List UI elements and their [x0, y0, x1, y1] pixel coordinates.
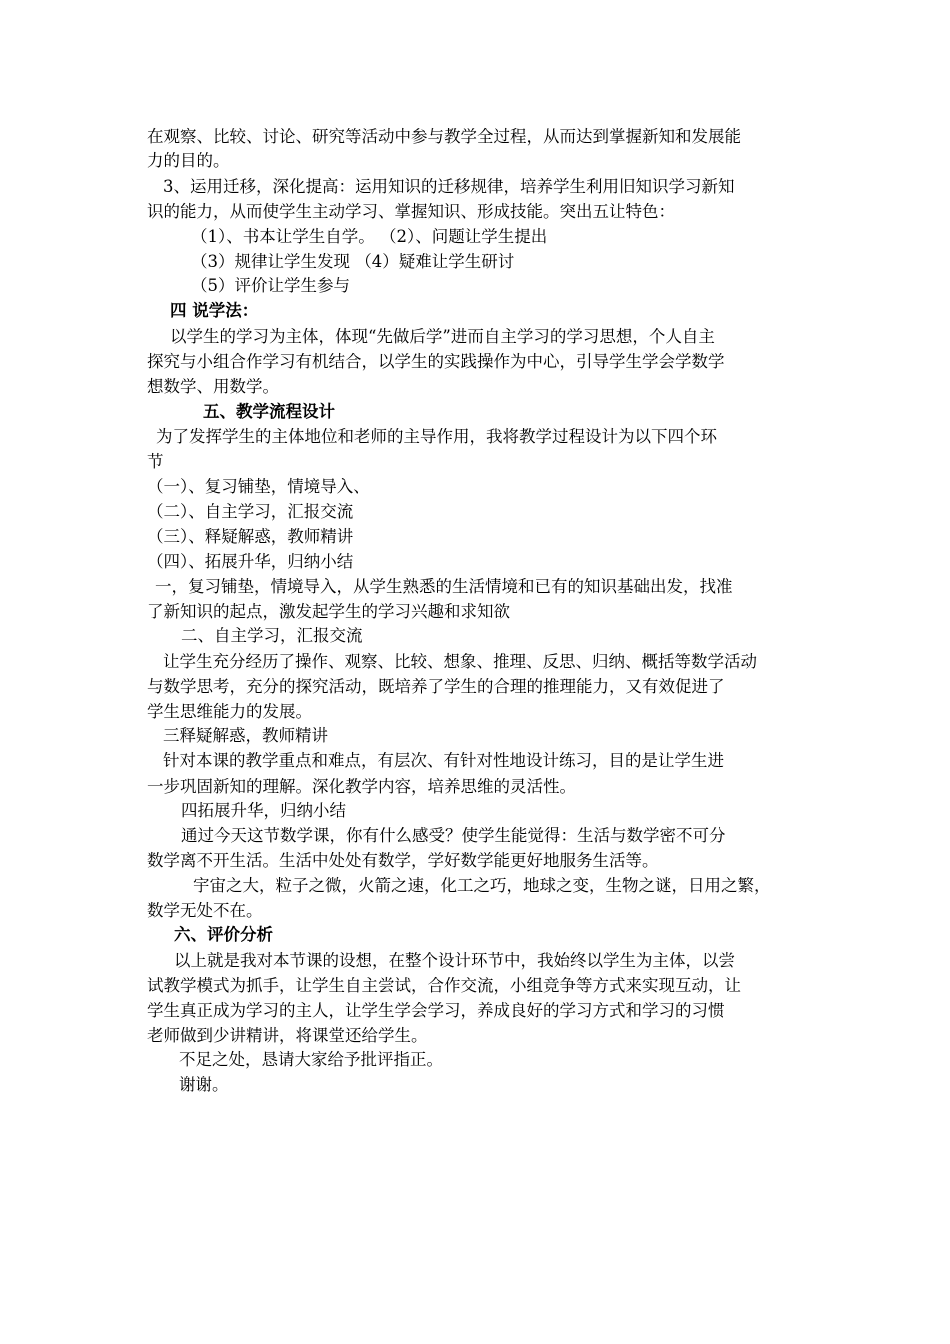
list-item: （二）、自主学习，汇报交流: [147, 502, 354, 521]
paragraph-line: 通过今天这节数学课，你有什么感受？使学生能觉得：生活与数学密不可分: [181, 826, 726, 845]
list-item: （一）、复习铺垫，情境导入、: [147, 477, 370, 496]
paragraph-line: 宇宙之大，粒子之微，火箭之速，化工之巧，地球之变，生物之谜，日用之繁，: [193, 876, 771, 895]
subsection-heading: 三释疑解惑，教师精讲: [163, 726, 328, 745]
paragraph-line: 想数学、用数学。: [147, 377, 279, 396]
paragraph-line: 学生思维能力的发展。: [147, 702, 312, 721]
section-heading: 六、评价分析: [174, 925, 273, 944]
list-item: （三）、释疑解惑，教师精讲: [147, 527, 354, 546]
paragraph-line: 一，复习铺垫，情境导入，从学生熟悉的生活情境和已有的知识基础出发，找准: [155, 577, 733, 596]
closing-line: 不足之处，恳请大家给予批评指正。: [179, 1050, 443, 1069]
list-item: （3）规律让学生发现 （4）疑难让学生研讨: [191, 252, 515, 271]
paragraph-line: 节: [147, 452, 164, 471]
paragraph-line: 试教学模式为抓手，让学生自主尝试，合作交流，小组竞争等方式来实现互动，让: [147, 976, 741, 995]
paragraph-line: 以学生的学习为主体，体现“先做后学”进而自主学习的学习思想，个人自主: [170, 327, 715, 346]
paragraph-line: 针对本课的教学重点和难点，有层次、有针对性地设计练习，目的是让学生进: [163, 751, 724, 770]
subsection-heading: 四拓展升华，归纳小结: [181, 801, 346, 820]
section-heading: 四 说学法：: [170, 301, 259, 320]
subsection-heading: 二、自主学习，汇报交流: [181, 626, 363, 645]
list-item: （1）、书本让学生自学。 （2）、问题让学生提出: [191, 227, 548, 246]
paragraph-line: 了新知识的起点，激发起学生的学习兴趣和求知欲: [147, 602, 510, 621]
paragraph-line: 老师做到少讲精讲，将课堂还给学生。: [147, 1026, 428, 1045]
paragraph-line: 与数学思考，充分的探究活动，既培养了学生的合理的推理能力，又有效促进了: [147, 677, 725, 696]
paragraph-line: 数学离不开生活。生活中处处有数学，学好数学能更好地服务生活等。: [147, 851, 659, 870]
list-item: （5）评价让学生参与: [191, 276, 350, 295]
closing-line: 谢谢。: [179, 1075, 229, 1094]
paragraph-line: 在观察、比较、讨论、研究等活动中参与教学全过程，从而达到掌握新知和发展能: [147, 127, 741, 146]
paragraph-line: 以上就是我对本节课的设想，在整个设计环节中，我始终以学生为主体，以尝: [174, 951, 735, 970]
paragraph-line: 学生真正成为学习的主人，让学生学会学习，养成良好的学习方式和学习的习惯: [147, 1001, 725, 1020]
paragraph-line: 让学生充分经历了操作、观察、比较、想象、推理、反思、归纳、概括等数学活动: [163, 652, 757, 671]
list-item: （四）、拓展升华，归纳小结: [147, 552, 354, 571]
paragraph-line: 3、运用迁移，深化提高：运用知识的迁移规律，培养学生利用旧知识学习新知: [163, 177, 735, 196]
paragraph-line: 探究与小组合作学习有机结合，以学生的实践操作为中心，引导学生学会学数学: [147, 352, 725, 371]
paragraph-line: 为了发挥学生的主体地位和老师的主导作用，我将教学过程设计为以下四个环: [156, 427, 717, 446]
paragraph-line: 力的目的。: [147, 151, 230, 170]
paragraph-line: 数学无处不在。: [147, 901, 263, 920]
section-heading: 五、教学流程设计: [203, 402, 335, 421]
paragraph-line: 识的能力，从而使学生主动学习、掌握知识、形成技能。突出五让特色：: [147, 202, 675, 221]
paragraph-line: 一步巩固新知的理解。深化教学内容，培养思维的灵活性。: [147, 777, 576, 796]
